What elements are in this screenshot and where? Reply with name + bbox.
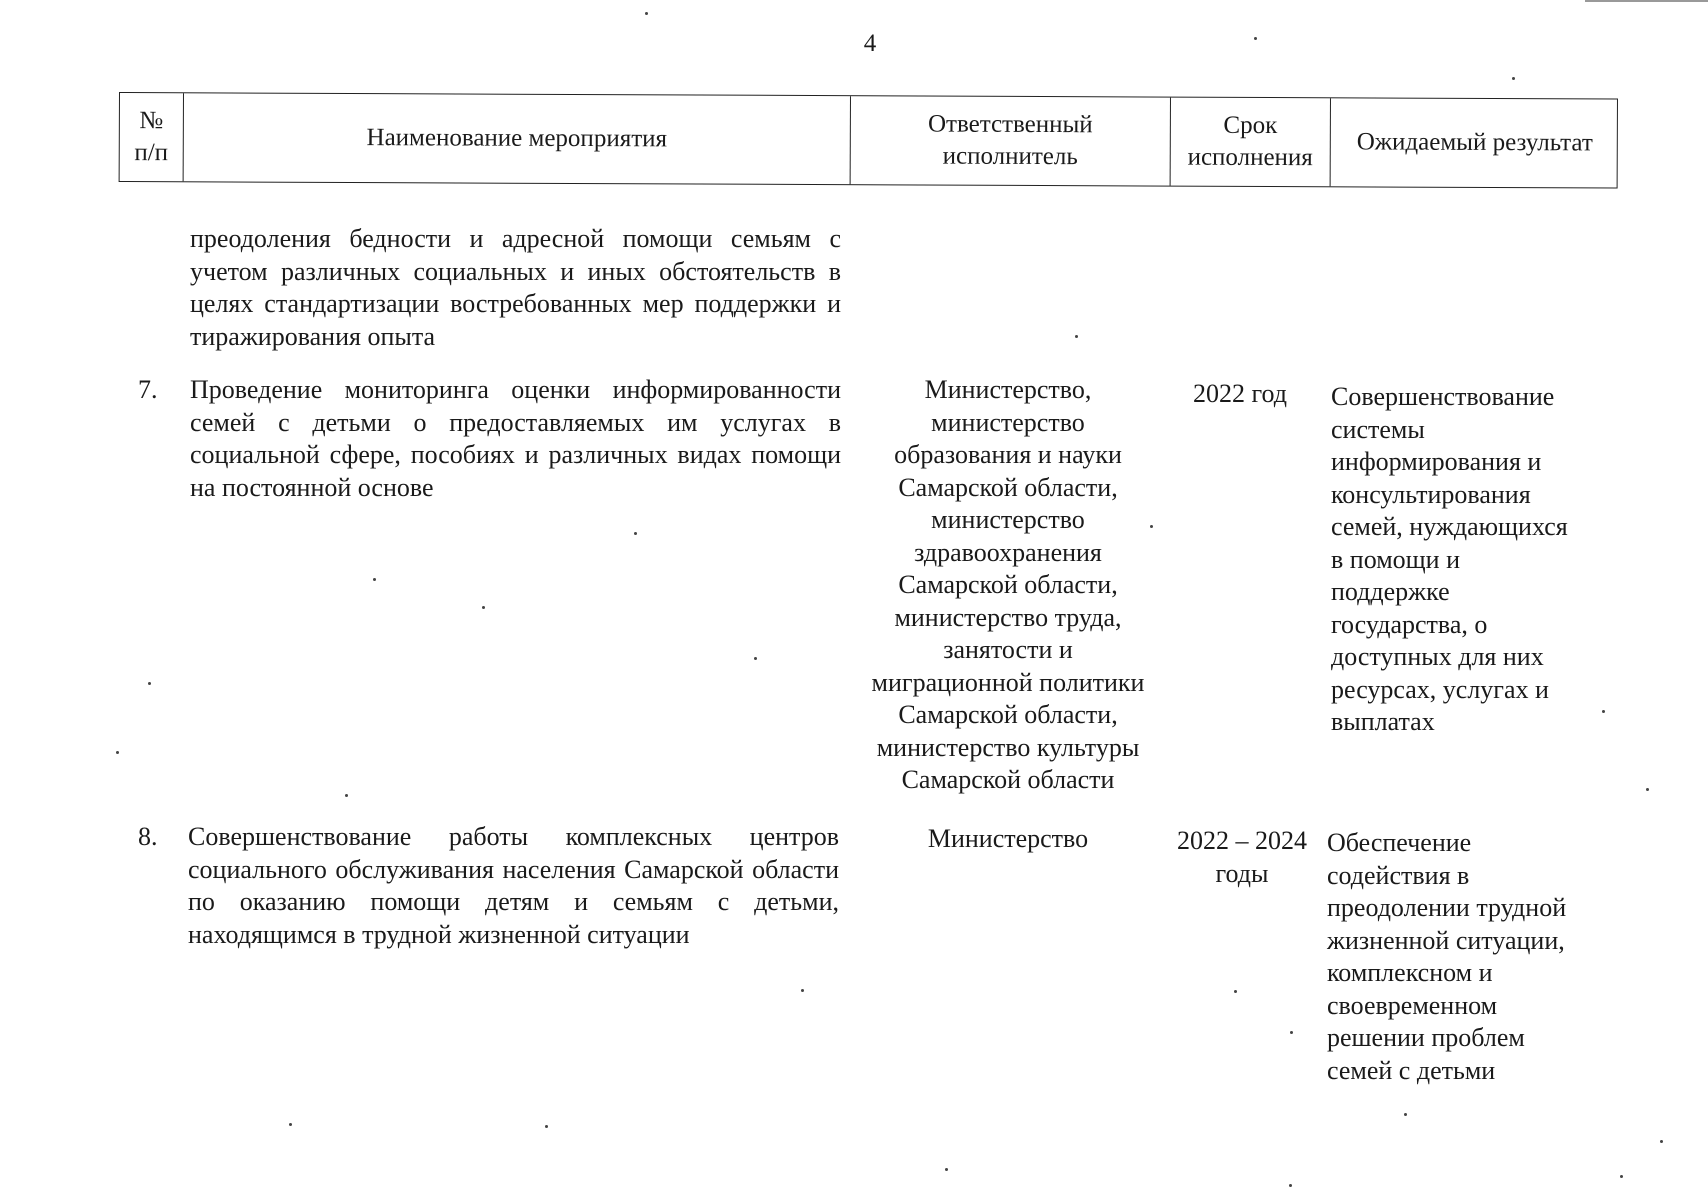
header-number: № п/п — [134, 107, 169, 167]
table-header — [119, 92, 1618, 189]
speck — [1512, 77, 1515, 80]
speck — [634, 532, 637, 535]
header-term: Срок исполнения — [1170, 98, 1330, 187]
event-name: Совершенствование работы комплексных центров социального обслуживания населения Самарской области по оказанию помощи детям и семьям с детьми, находящимся в трудной жизненной ситуации — [188, 822, 839, 949]
speck — [945, 1168, 948, 1171]
speck — [1075, 335, 1078, 338]
page-number: 4 — [863, 30, 877, 57]
scan-edge-line — [1585, 0, 1708, 2]
speck — [1150, 525, 1153, 528]
speck — [1602, 710, 1605, 713]
header-event-name: Наименование мероприятия — [183, 93, 850, 184]
speck — [545, 1125, 548, 1128]
speck — [482, 606, 485, 609]
speck — [1404, 1113, 1407, 1116]
responsible-executor: Министерство — [927, 824, 1089, 853]
speck — [289, 1123, 292, 1126]
speck — [801, 989, 804, 992]
speck — [1289, 1184, 1292, 1187]
continuation-text: преодоления бедности и адресной помощи семьям с учетом различных социальных и иных обстоятельств в целях стандартизации востребованных мер поддержки и тиражирования опыта — [190, 224, 841, 351]
speck — [754, 657, 757, 660]
responsible-executor: Министерство, министерство образования и науки Самарской области, министерство здравоохранения Самарской области, министерство труда, занятости и миграционной политики Самарской области, министерство культуры Самарской области — [871, 375, 1145, 794]
execution-term: 2022 год — [1193, 379, 1287, 408]
event-name: Проведение мониторинга оценки информированности семей с детьми о предоставляемых им услугах в социальной сфере, пособиях и различных видах помощи на постоянной основе — [190, 375, 841, 502]
speck — [345, 794, 348, 797]
speck — [1620, 1175, 1623, 1178]
expected-result: Совершенствование системы информирования и консультирования семей, нуждающихся в помощи и поддержке государства, о доступных для них ресурсах, услугах и выплатах — [1331, 382, 1568, 736]
row-number: 7. — [138, 375, 158, 404]
speck — [1290, 1031, 1293, 1034]
execution-term: 2022 – 2024 годы — [1177, 826, 1307, 888]
row-number: 8. — [138, 822, 158, 851]
speck — [116, 751, 119, 754]
speck — [148, 682, 151, 685]
speck — [373, 578, 376, 581]
header-responsible: Ответственный исполнитель — [850, 96, 1170, 185]
speck — [1646, 788, 1649, 791]
speck — [1254, 37, 1257, 40]
speck — [1234, 990, 1237, 993]
header-result: Ожидаемый результат — [1330, 98, 1619, 187]
speck — [645, 12, 648, 15]
expected-result: Обеспечение содействия в преодолении трудной жизненной ситуации, комплексном и своевременном решении проблем семей с детьми — [1327, 828, 1567, 1085]
speck — [1660, 1140, 1663, 1143]
